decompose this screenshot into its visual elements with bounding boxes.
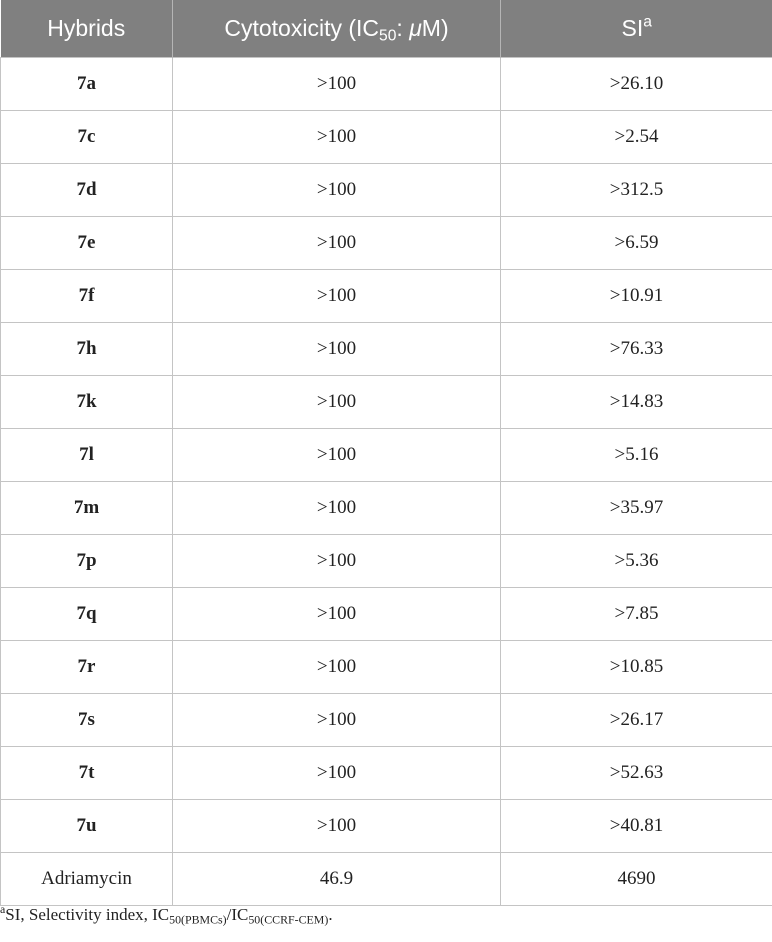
cell-cytotoxicity: >100 bbox=[173, 587, 501, 640]
header-cytotoxicity-unit-italic: μ bbox=[409, 14, 422, 41]
cell-cytotoxicity: >100 bbox=[173, 322, 501, 375]
table-row bbox=[1, 640, 772, 693]
cell-cytotoxicity: >100 bbox=[173, 481, 501, 534]
table-row bbox=[1, 57, 772, 110]
cell-cytotoxicity: >100 bbox=[173, 216, 501, 269]
header-hybrids bbox=[1, 0, 173, 57]
cell-hybrid: 7q bbox=[1, 587, 173, 640]
table-row bbox=[1, 693, 772, 746]
table-row bbox=[1, 269, 772, 322]
header-si-sup: a bbox=[643, 13, 652, 31]
cell-si: >10.85 bbox=[501, 640, 772, 693]
table-row bbox=[1, 481, 772, 534]
table-header bbox=[1, 0, 772, 57]
cell-hybrid: 7m bbox=[1, 481, 173, 534]
cell-si: >26.17 bbox=[501, 693, 772, 746]
header-row bbox=[1, 0, 772, 57]
table-row bbox=[1, 428, 772, 481]
cell-cytotoxicity: >100 bbox=[173, 110, 501, 163]
table-footnote bbox=[0, 901, 333, 927]
cell-cytotoxicity: >100 bbox=[173, 640, 501, 693]
cell-hybrid: 7h bbox=[1, 322, 173, 375]
cell-si: >312.5 bbox=[501, 163, 772, 216]
cell-si: 4690 bbox=[501, 852, 772, 905]
footnote-end: . bbox=[328, 905, 333, 924]
cell-si: >5.16 bbox=[501, 428, 772, 481]
cell-cytotoxicity: >100 bbox=[173, 375, 501, 428]
footnote-text-1: SI, Selectivity index, IC bbox=[5, 905, 170, 924]
table-row bbox=[1, 110, 772, 163]
footnote-sub-1: 50(PBMCs) bbox=[169, 912, 227, 927]
table-row bbox=[1, 534, 772, 587]
footnote-text-2: /IC bbox=[226, 905, 249, 924]
cell-cytotoxicity: >100 bbox=[173, 269, 501, 322]
header-cytotoxicity-mid: : bbox=[396, 14, 410, 41]
cell-hybrid: 7t bbox=[1, 746, 173, 799]
cell-cytotoxicity: >100 bbox=[173, 799, 501, 852]
header-cytotoxicity-sub: 50 bbox=[379, 27, 397, 45]
cell-si: >14.83 bbox=[501, 375, 772, 428]
footnote-sub-2: 50(CCRF-CEM) bbox=[248, 912, 329, 927]
header-cytotoxicity bbox=[173, 0, 501, 57]
cell-hybrid: 7k bbox=[1, 375, 173, 428]
cell-hybrid: 7r bbox=[1, 640, 173, 693]
cell-si: >76.33 bbox=[501, 322, 772, 375]
cell-si: >26.10 bbox=[501, 57, 772, 110]
cell-cytotoxicity: >100 bbox=[173, 428, 501, 481]
cell-hybrid: 7a bbox=[1, 57, 173, 110]
cell-hybrid: 7d bbox=[1, 163, 173, 216]
table-row bbox=[1, 216, 772, 269]
header-cytotoxicity-unit-rest: M) bbox=[421, 14, 449, 41]
header-cytotoxicity-prefix: Cytotoxicity (IC bbox=[224, 14, 380, 41]
cell-hybrid: 7e bbox=[1, 216, 173, 269]
cell-cytotoxicity: >100 bbox=[173, 746, 501, 799]
table-body bbox=[1, 57, 772, 905]
cell-cytotoxicity: >100 bbox=[173, 57, 501, 110]
cell-si: >2.54 bbox=[501, 110, 772, 163]
cell-si: >5.36 bbox=[501, 534, 772, 587]
cell-si: >10.91 bbox=[501, 269, 772, 322]
cell-hybrid: 7c bbox=[1, 110, 173, 163]
cell-hybrid: Adriamycin bbox=[1, 852, 173, 905]
table-row bbox=[1, 163, 772, 216]
table-row bbox=[1, 799, 772, 852]
cell-cytotoxicity: >100 bbox=[173, 693, 501, 746]
cell-hybrid: 7l bbox=[1, 428, 173, 481]
cell-cytotoxicity: >100 bbox=[173, 534, 501, 587]
header-si-label: SI bbox=[621, 14, 644, 41]
footnote-sup: a bbox=[0, 901, 6, 916]
cell-hybrid: 7p bbox=[1, 534, 173, 587]
table-row bbox=[1, 587, 772, 640]
cell-si: >40.81 bbox=[501, 799, 772, 852]
cell-hybrid: 7u bbox=[1, 799, 173, 852]
table-row bbox=[1, 375, 772, 428]
header-hybrids-label: Hybrids bbox=[47, 14, 126, 41]
cell-cytotoxicity: >100 bbox=[173, 163, 501, 216]
table-row bbox=[1, 746, 772, 799]
cell-si: >7.85 bbox=[501, 587, 772, 640]
cell-hybrid: 7f bbox=[1, 269, 173, 322]
cell-si: >6.59 bbox=[501, 216, 772, 269]
cell-si: >52.63 bbox=[501, 746, 772, 799]
table-row bbox=[1, 322, 772, 375]
cell-cytotoxicity: 46.9 bbox=[173, 852, 501, 905]
header-si bbox=[501, 0, 772, 57]
cell-hybrid: 7s bbox=[1, 693, 173, 746]
cell-si: >35.97 bbox=[501, 481, 772, 534]
table-row bbox=[1, 852, 772, 905]
